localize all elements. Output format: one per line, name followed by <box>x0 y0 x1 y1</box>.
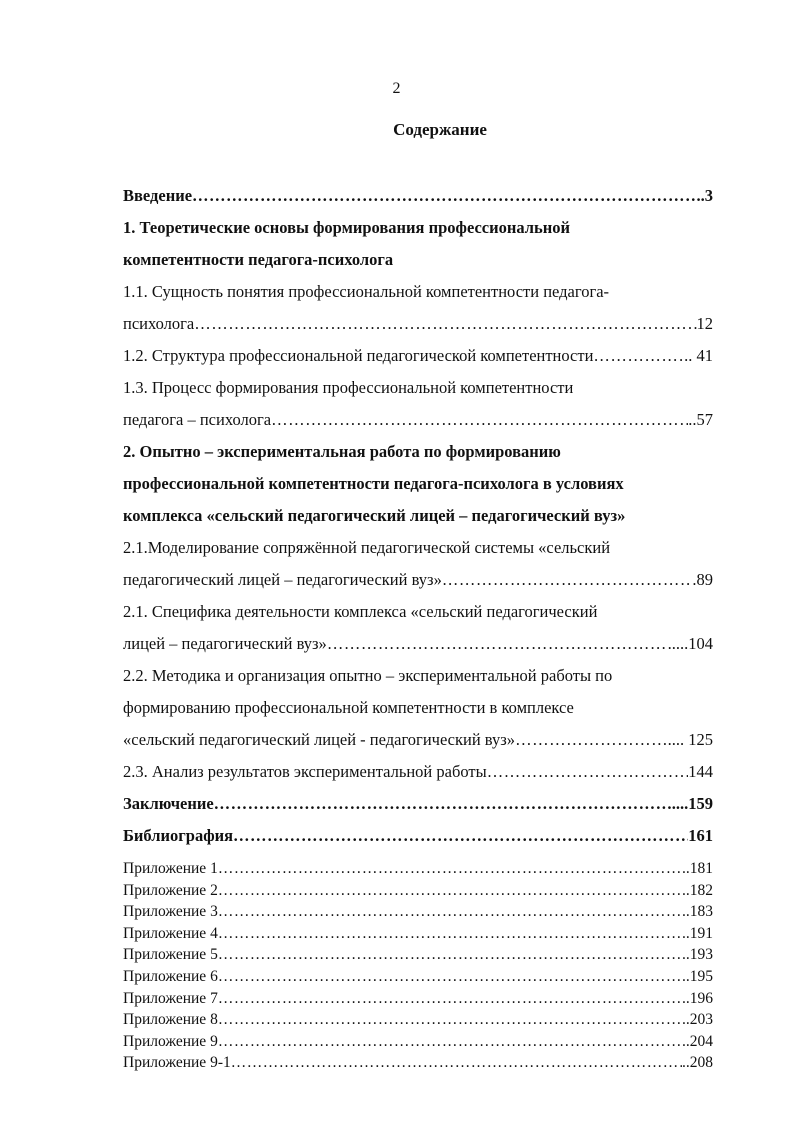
toc-section-1-1-line-2[interactable]: психолога …………………………………………………………………………………………………………………………………………………… 12 <box>123 308 713 340</box>
page-number: 2 <box>392 80 401 97</box>
toc-entry-conclusion[interactable]: Заключение …………………………………………………………………………………………………………………………………………………… ....159 <box>123 788 713 820</box>
toc-section-2-3[interactable]: 2.3. Анализ результатов экспериментальной работы …………………………………………………………………………………………………………………………………………………… 144 <box>123 756 713 788</box>
toc-appendix-item[interactable]: Приложение 9 …………………………………………………………………………………………………………………………………………………… ..204 <box>123 1031 713 1053</box>
toc-section-1-3-line-1[interactable]: 1.3. Процесс формирования профессиональной компетентности <box>123 378 574 397</box>
toc-appendix-item[interactable]: Приложение 1 …………………………………………………………………………………………………………………………………………………… ..181 <box>123 858 713 880</box>
toc-appendix-item[interactable]: Приложение 9-1 …………………………………………………………………………………………………………………………………………………… ..208 <box>123 1052 713 1074</box>
toc-appendix-item[interactable]: Приложение 7 …………………………………………………………………………………………………………………………………………………… ..196 <box>123 988 713 1010</box>
toc-section-1-3-line-2[interactable]: педагога – психолога …………………………………………………………………………………………………………………………………………………… ..57 <box>123 404 713 436</box>
toc-appendix-item[interactable]: Приложение 5 …………………………………………………………………………………………………………………………………………………… ..193 <box>123 944 713 966</box>
toc-chapter-1-title-line-2[interactable]: компетентности педагога-психолога <box>123 250 394 269</box>
toc-chapter-1-title-line-1[interactable]: 1. Теоретические основы формирования профессиональной <box>123 218 571 237</box>
toc-section-2-1b-line-2[interactable]: лицей – педагогический вуз» …………………………………………………………………………………………………………………………………………………… .....104 <box>123 628 713 660</box>
toc-entry-intro[interactable]: Введение …………………………………………………………………………………………………………………………………………………… ..3 <box>123 180 713 212</box>
toc-section-2-2-line-3[interactable]: «сельский педагогический лицей - педагогический вуз» …………………………………………………………………………………………………………………………………………………… .... 125 <box>123 724 713 756</box>
toc-appendix-item[interactable]: Приложение 2 …………………………………………………………………………………………………………………………………………………… ..182 <box>123 880 713 902</box>
toc-section-2-1a-line-2[interactable]: педагогический лицей – педагогический вуз» …………………………………………………………………………………………………………………………………………………… .89 <box>123 564 713 596</box>
toc-section-2-2-line-1[interactable]: 2.2. Методика и организация опытно – экспериментальной работы по <box>123 666 613 685</box>
page-title: Содержание <box>393 120 487 139</box>
toc-section-2-2-line-2[interactable]: формированию профессиональной компетентности в комплексе <box>123 698 574 717</box>
toc-chapter-2-title-line-1[interactable]: 2. Опытно – экспериментальная работа по формированию <box>123 442 561 461</box>
toc-section-1-1-line-1[interactable]: 1.1. Сущность понятия профессиональной компетентности педагога- <box>123 282 610 301</box>
toc-appendix-item[interactable]: Приложение 3 …………………………………………………………………………………………………………………………………………………… ..183 <box>123 901 713 923</box>
toc-section-2-1b-line-1[interactable]: 2.1. Специфика деятельности комплекса «сельский педагогический <box>123 602 598 621</box>
toc-chapter-2-title-line-2[interactable]: профессиональной компетентности педагога-психолога в условиях <box>123 474 624 493</box>
toc-section-2-1a-line-1[interactable]: 2.1.Моделирование сопряжённой педагогической системы «сельский <box>123 538 611 557</box>
toc-appendix-item[interactable]: Приложение 8 …………………………………………………………………………………………………………………………………………………… ..203 <box>123 1009 713 1031</box>
toc-section-1-2[interactable]: 1.2. Структура профессиональной педагогической компетентности …………………………………………………………………………………………………………………………………………………… .. 41 <box>123 340 713 372</box>
toc-appendix-item[interactable]: Приложение 6 …………………………………………………………………………………………………………………………………………………… ..195 <box>123 966 713 988</box>
toc-appendix-item[interactable]: Приложение 4 …………………………………………………………………………………………………………………………………………………… ..191 <box>123 923 713 945</box>
toc-chapter-2-title-line-3[interactable]: комплекса «сельский педагогический лицей – педагогический вуз» <box>123 506 626 525</box>
table-of-contents <box>123 180 713 1074</box>
toc-entry-bibliography[interactable]: Библиография …………………………………………………………………………………………………………………………………………………… 161 <box>123 820 713 852</box>
